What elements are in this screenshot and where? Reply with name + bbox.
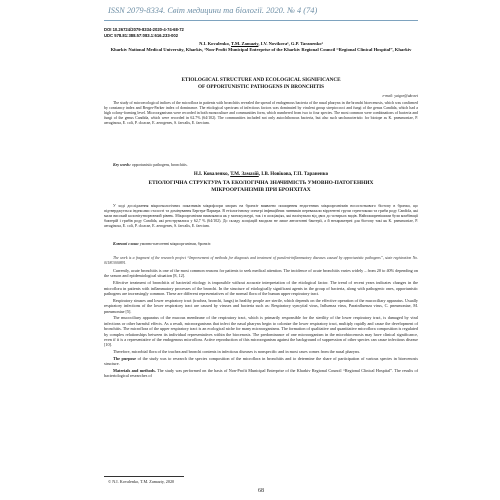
header-divider (104, 20, 418, 21)
article-title-ua (104, 180, 418, 194)
footer-divider (104, 476, 184, 477)
article-body (104, 268, 418, 380)
contact-email: e-mail: yaigor@ukr.net (382, 94, 418, 98)
body-paragraph-4: The mucociliary apparatus of the mucous membrane of the respiratory tract, which is primarily responsible for the sterility of the lower respiratory tract, is damaged by viral infections or other harmful effects. As a result, microorganisms that infect the nasal pharynx begin to colonize the lower respiratory tract, multiply rapidly and cause the development of bronchitis. The microflora of the upper respiratory tract is an ecological niche for many microorganisms. The formation of qualitative and quantitative microflora composition is regulated by complex relationships between its individual representatives within the biocenosis. The predominance of one microorganism in the microbiocenosis may have clinical significance, even if it is a representative of the endogenous microflora. Active reproduction of this microorganism against the background of suppression of other species can cause infectious disease [10]. (104, 315, 418, 348)
keywords-en-text: opportunistic pathogens, bronchitis. (130, 163, 188, 167)
article-title-en (104, 77, 418, 91)
body-paragraph-7 (104, 368, 418, 379)
title-en-line1: ETIOLOGICAL STRUCTURE AND ECOLOGICAL SIGNIFICANCE (181, 77, 341, 83)
title-en-line2: OF OPPORTUNISTIC PATHOGENS IN BRONCHITIS (198, 84, 324, 90)
author-first-ua: Н.І. Коваленко, (193, 172, 231, 177)
keywords-en-label: Key words: (113, 163, 131, 167)
affiliation-en: Kharkiv National Medical University, Kharkiv, ¹Non-Profit Municipal Enterprise of the Kharkiv Regional Council “Regional Clinical Hospital”, Kharkiv (110, 47, 412, 53)
author-rest-ua: , І.В. Новікова, Г.П. Тараненко (258, 172, 329, 177)
keywords-en (104, 163, 418, 167)
udc-line: UDC 578.81:388.57:083.1:616.233-002 (104, 33, 179, 38)
keywords-ua-label: Ключові слова: (113, 242, 139, 246)
body-paragraph-3: Respiratory sinuses and lower respiratory tract (trachea, bronchi, lungs) in healthy people are sterile, which depends on the effective operation of the mucociliary apparatus. Usually respiratory infections of the lower respiratory tract are caused by viruses and bacteria such as: Respiratory syncytial virus, Influenza virus, Parainfluenza virus, C. pneumoniae, M. pneumoniae [5]. (104, 297, 418, 314)
author-underlined-ua: Т.М. Замазій (230, 172, 259, 177)
body-paragraph-1: Currently, acute bronchitis is one of the most common reasons for patients to seek medical attention. The incidence of acute bronchitis varies widely – from 20 to 40% depending on the season and epidemiological situation [8, 12]. (104, 268, 418, 279)
author-first-en: N.I. Kovalenko, (199, 41, 232, 46)
purpose-label: The purpose (113, 355, 136, 361)
research-note: The work is a fragment of the research project “Improvement of methods for diagnosis and treatment of purulent-inflammatory diseases caused by opportunistic pathogens”, state registration No. 0118U000891. (104, 256, 418, 265)
doi-line: DOI 10.26724/2079-8334-2020-4-74-68-72 (104, 27, 184, 32)
keywords-ua-text: умовно-патогенні мікроорганізми, бронхіт. (138, 242, 212, 246)
abstract-en: The study of microecological indices of the microflora in patients with bronchitis revealed the spread of endogenous bacteria of the nasal pharynx in the bronchi bioecenosis, which was confirmed by constancy index and Berger-Parker index of dominance. The etiological spectrum of infectious factors was dominated by virulent group streptococci and fungi of the genus Candida, which had a high colony-forming level. Microorganisms were recorded in both monoculture and communities form, which numbered from two to four species. The most common were combinations of bacteria and fungi of the genus Candida, which were recorded in 62.7% (64/102). The communities included not only autochthonous bacteria, but also such uncharacteristic for biotope as K. pneumoniae, P. aeruginosa, E. coli, P. cloacae, E. aerogenes, S. faecalis, E. faecium. (104, 101, 418, 126)
author-rest-en: , I.V. Novikova¹, G.P. Taranenko¹ (258, 41, 323, 46)
copyright-line: © N.I. Kovalenko, T.M. Zamaziy, 2020 (108, 479, 175, 484)
page-number: 68 (258, 488, 264, 494)
body-paragraph-2: Effective treatment of bronchitis of bacterial etiology is impossible without accurate interpretation of the etiological factor. The trend of recent years indicates changes in the microflora in patients with inflammatory processes of the bronchi. In the structure of etiologically significant agents in the group of bacteria, along with pathogenic ones, opportunistic pathogens are increasingly common. These are different representatives of the normal flora of the human upper respiratory tract. (104, 280, 418, 296)
body-paragraph-5: Therefore, microbial flora of the trachea and bronchi contents in infectious diseases is nonspecific and in most cases comes from the nasal pharynx. (113, 349, 361, 355)
author-underlined-en: T.M. Zamaziy (231, 41, 259, 46)
authors-en (104, 41, 418, 53)
body-paragraph-6 (104, 356, 418, 367)
methods-text: The study was performed on the basis of Non-Profit Municipal Enterprise of the Kharkiv Regional Council “Regional Clinical Hospital”. The results of bacteriological researches of (104, 367, 418, 379)
purpose-text: of the study was to research the species composition of the microflora in bronchitis and to determine the share of participation of various species in bioecenosis structure. (104, 355, 418, 367)
methods-label: Materials and methods. (113, 367, 156, 373)
abstract-ua: У ході дослідження мікроекологічних показників мікрофлори хворих на бронхіт виявлено поширення ендогенних мікроорганізмів носоглоткового біотопу в бронхи, що підтверджується індексами сталості та домінування Бергера-Паркера. В етіологічному спектрі інфекційних чинників переважали вірулентні групи стрептококи та гриби роду Candida, які мали високий колонієутворюючий рівень. Мікроорганізми виявлялися як у монокультурі, так і в асоціаціях, які налічували від двох до чотирьох видів. Найпоширенішими були комбінації бактерій і грибів роду Candida, які реєструвалися у 62,7 % (64/102). До складу асоціацій входили не лише автохтонні бактерії, а й нехарактерні для біотопу такі як K. pneumoniae, P. aeruginosa, E. coli, P. cloacae, E. aerogenes, S. faecalis, E. faecium. (104, 204, 418, 228)
title-ua-line1: ЕТІОЛОГІЧНА СТРУКТУРА ТА ЕКОЛОГІЧНА ЗНАЧИМІСТЬ УМОВНО-ПАТОГЕННИХ (148, 180, 374, 186)
title-ua-line2: МІКРООРГАНІЗМІВ ПРИ БРОНХІТАХ (211, 187, 311, 194)
authors-ua (104, 172, 418, 177)
journal-header: ISSN 2079-8334. Світ медицини та біології. 2020. № 4 (74) (108, 6, 318, 15)
keywords-ua (104, 242, 418, 246)
